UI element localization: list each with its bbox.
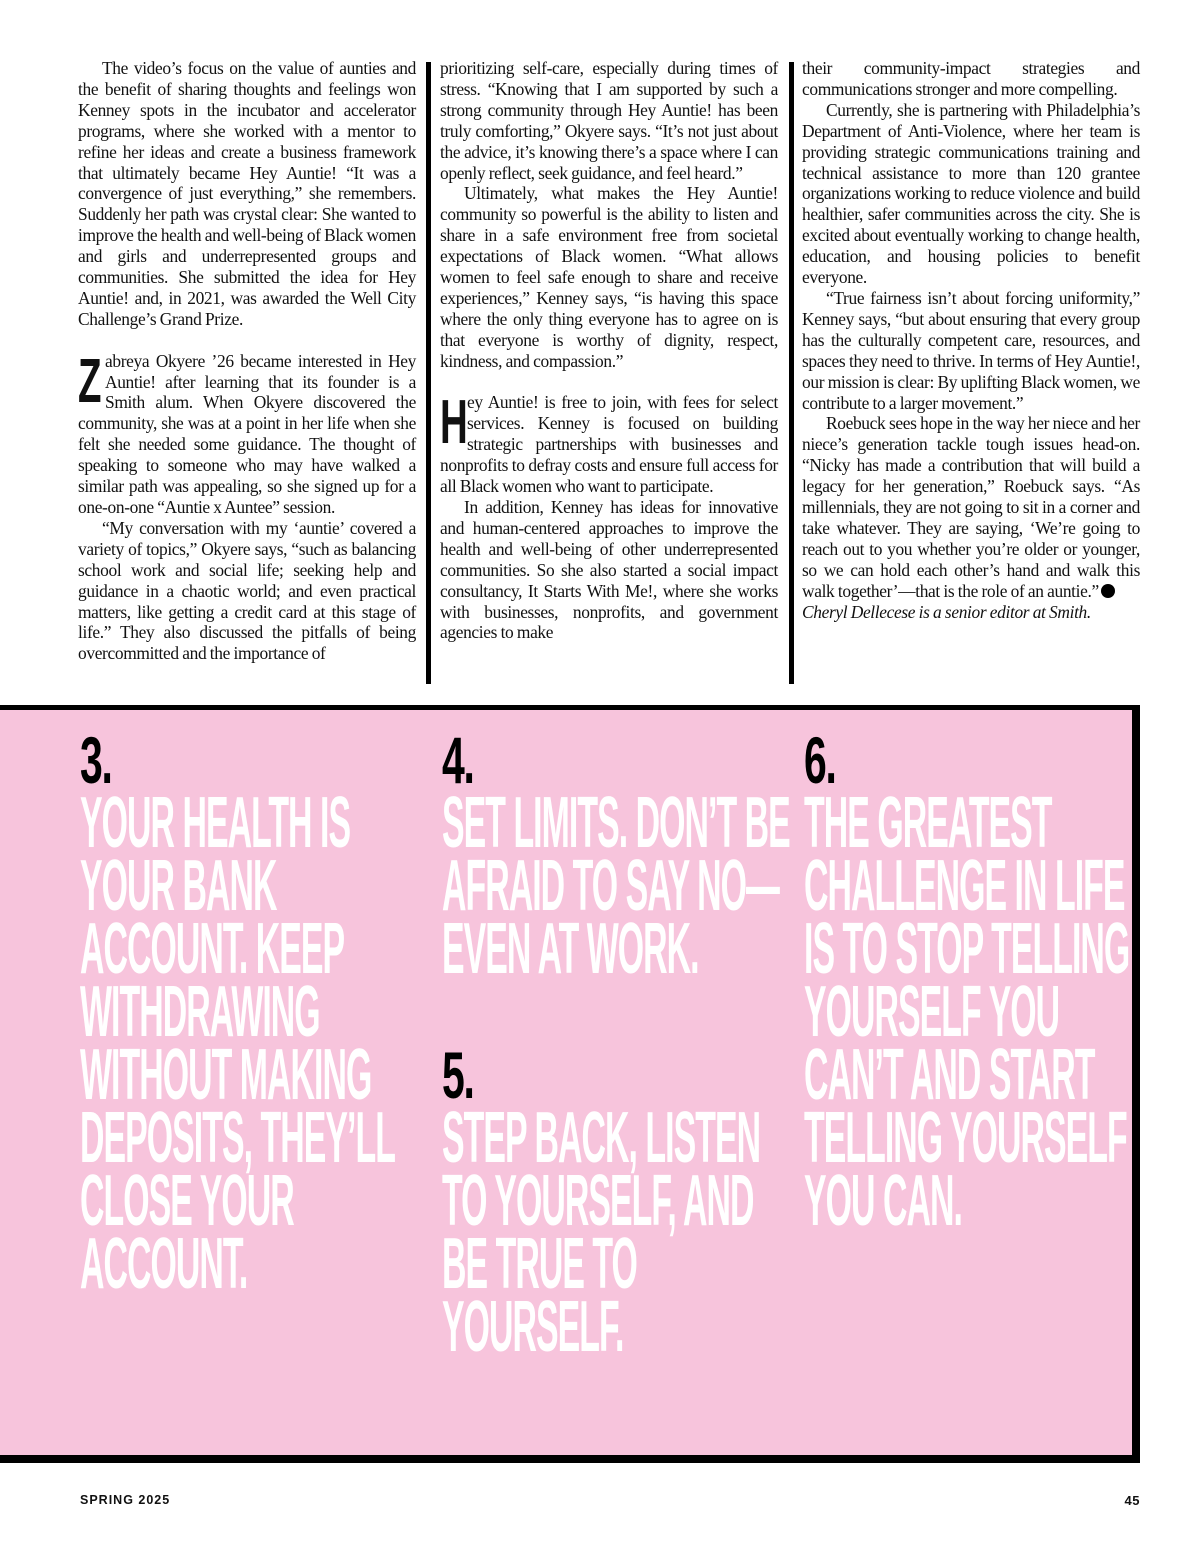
article-paragraph: “True fairness isn’t about forcing uniformity,” Kenney says, “but about ensuring that every group has the culturally competent care, resources, and spaces they need to thrive. In terms of Hey Auntie!, our mission is clear: By uplifting Black women, we contribute to a larger movement.”	[802, 287, 1140, 413]
tip-text: SET LIMITS. DON’T BE AFRAID TO SAY NO—EVEN AT WORK.	[442, 783, 790, 989]
tip-number: 5.	[442, 1038, 474, 1112]
article-paragraph-text: Roebuck sees hope in the way her niece and her niece’s generation tackle tough issues head-on. “Nicky has made a contribution that will build a legacy for her generation,” Roebuck says. “As millennials, they are not going to sit in a corner and take whatever. They are saying, ‘We’re going to reach out to you whether you’re older or younger, so we can hold each other’s hand and walk this walk together’—that is the role of an auntie.”	[802, 413, 1140, 601]
article-paragraph-dropcap	[440, 388, 778, 497]
article-paragraph-text: abreya Okyere ’26 became interested in Hey Auntie! after learning that its founder is a Smith alum. When Okyere discovered the community, she was at a point in her life when she felt she needed some guidance. The thought of speaking to someone who may have walked a similar path was appealing, so she signed up for a one-on-one “Auntie x Auntee” session.	[78, 350, 416, 518]
tip-number: 3.	[80, 723, 112, 797]
article-column-3	[802, 58, 1140, 622]
tip-number: 4.	[442, 723, 474, 797]
article-paragraph: “My conversation with my ‘auntie’ covered a variety of topics,” Okyere says, “such as balancing school work and social life; seeking help and guidance in a chaotic world; and even practical matters, like getting a credit card at this stage of life.” They also discussed the pitfalls of being overcommitted and the importance of	[78, 517, 416, 664]
article-paragraph: prioritizing self-care, especially during times of stress. “Knowing that I am supported by such a strong community through Hey Auntie! has been truly comforting,” Okyere says. “It’s not just about the advice, it’s knowing there’s a space where I can openly reflect, seek guidance, and feel heard.”	[440, 58, 778, 183]
article-column-1	[78, 58, 416, 664]
column-divider	[789, 62, 794, 684]
article-paragraph: Ultimately, what makes the Hey Auntie! community so powerful is the ability to listen and share in a safe environment free from societal expectations of Black women. “What allows women to feel safe enough to share and receive experiences,” Kenney says, “is having this space where the only thing everyone has to agree on is that everyone is worthy of dignity, respect, kindness, and compassion.”	[440, 183, 778, 371]
article-paragraph: The video’s focus on the value of aunties and the benefit of sharing thoughts and feelings won Kenney spots in the incubator and accelerator programs, where she worked with a mentor to refine her ideas and create a business framework that ultimately became Hey Auntie! “It was a convergence of just everything,” she remembers. Suddenly her path was crystal clear: She wanted to improve the health and well-being of Black women and girls and underrepresented groups and communities. She submitted the idea for Hey Auntie! and, in 2021, was awarded the Well City Challenge’s Grand Prize.	[78, 58, 416, 329]
tip-text: THE GREATEST CHALLENGE IN LIFE IS TO STOP TELLING YOURSELF YOU CAN’T AND START TELLING YOURSELF YOU CAN.	[804, 783, 1130, 1241]
drop-cap: Z	[78, 346, 100, 416]
column-divider	[426, 62, 431, 684]
article-paragraph-dropcap	[78, 346, 416, 518]
tip-6	[804, 723, 1200, 1241]
article-paragraph-text: ey Auntie! is free to join, with fees for select services. Kenney is focused on building strategic partnerships with businesses and nonprofits to defray costs and ensure full access for all Black women who want to participate.	[440, 392, 778, 497]
drop-cap: H	[440, 388, 466, 458]
article-paragraph: In addition, Kenney has ideas for innovative and human-centered approaches to improve the health and well-being of other underrepresented communities. So she also started a social impact consultancy, It Starts With Me!, where she works with businesses, nonprofits, and government agencies to make	[440, 497, 778, 643]
tip-text: YOUR HEALTH IS YOUR BANK ACCOUNT. KEEP WITHDRAWING WITHOUT MAKING DEPOSITS, THEY’LL CLOSE YOUR ACCOUNT.	[80, 783, 395, 1304]
tip-number: 6.	[804, 723, 836, 797]
article-paragraph: their community-impact strategies and communications stronger and more compelling.	[802, 58, 1140, 99]
author-byline: Cheryl Dellecese is a senior editor at Smith.	[802, 601, 1091, 622]
tip-text: STEP BACK, LISTEN TO YOURSELF, AND BE TRUE TO YOURSELF.	[442, 1098, 761, 1367]
end-mark-icon	[1101, 584, 1115, 598]
article-paragraph: Currently, she is partnering with Philadelphia’s Department of Anti-Violence, where her team is providing strategic communications training and technical assistance to more than 120 grantee organizations working to reduce violence and build healthier, safer communities across the city. She is excited about eventually working to change health, education, and housing policies to benefit everyone.	[802, 99, 1140, 288]
article-column-2	[440, 58, 778, 643]
article-paragraph-final	[802, 413, 1140, 601]
page-number: 45	[1124, 1493, 1140, 1508]
issue-label: SPRING 2025	[80, 1493, 171, 1507]
